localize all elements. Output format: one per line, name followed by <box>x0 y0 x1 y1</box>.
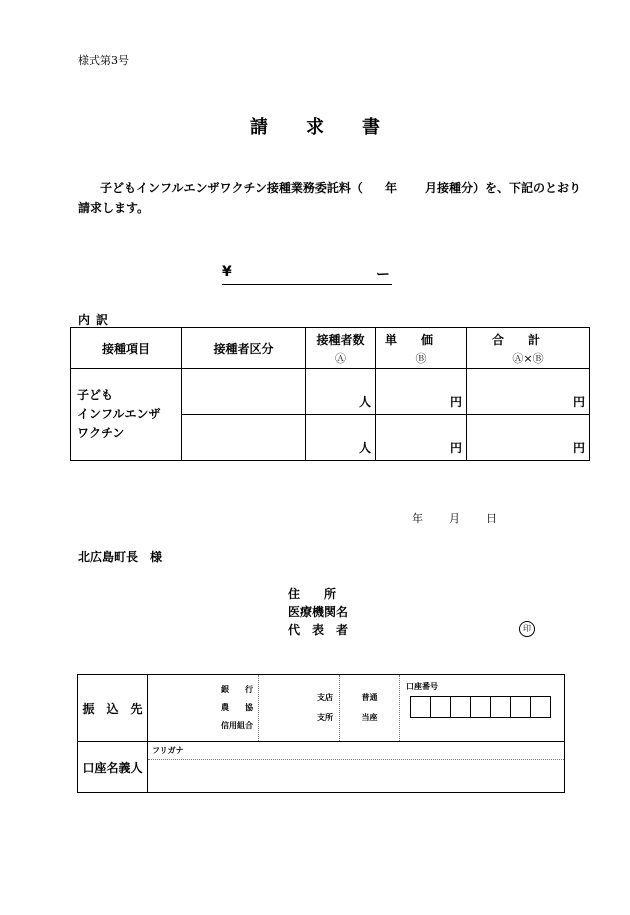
address-label: 住 所 <box>288 587 337 601</box>
bank-transfer-table <box>77 674 565 793</box>
institution-label: 医療機関名 <box>288 605 349 619</box>
account-number-label: 口座番号 <box>406 682 438 691</box>
count-cell[interactable] <box>306 415 376 461</box>
unit-yen: 円 <box>572 395 585 409</box>
representative-label: 代 表 者 <box>288 623 349 637</box>
current-label: 当座 <box>361 713 378 722</box>
intro-part1: 子どもインフルエンザワクチン接種業務委託料（ <box>100 181 363 195</box>
intro-part2: 月接種分）を、下記のとおり <box>424 181 581 195</box>
institution-type-cell[interactable] <box>148 675 259 742</box>
date-line[interactable] <box>412 510 497 526</box>
table-row <box>71 369 590 415</box>
branch-office-label: 支所 <box>317 713 333 722</box>
form-number: 様式第3号 <box>78 54 129 67</box>
bank-label: 銀 行 <box>221 685 253 694</box>
account-number-boxes[interactable] <box>410 696 564 718</box>
unit-yen: 円 <box>449 395 462 409</box>
breakdown-label: 内訳 <box>78 313 115 327</box>
page-title: 請求書 <box>250 117 418 138</box>
digit-box[interactable] <box>490 696 511 718</box>
account-type-cell[interactable] <box>340 675 400 742</box>
header-count-label: 接種者数 <box>316 332 365 347</box>
digit-box[interactable] <box>510 696 531 718</box>
total-cell[interactable] <box>467 369 590 415</box>
ordinary-label: 普通 <box>361 693 378 702</box>
header-count <box>306 328 376 369</box>
seal-mark: 印 <box>519 621 535 637</box>
unit-yen: 円 <box>449 441 462 455</box>
amount-dash: ー <box>376 267 390 283</box>
digit-box[interactable] <box>470 696 491 718</box>
digit-box[interactable] <box>430 696 451 718</box>
unit-person: 人 <box>358 395 371 409</box>
header-total-sub: Ⓐ×Ⓑ <box>512 351 544 365</box>
header-item: 接種項目 <box>71 328 182 369</box>
category-cell[interactable] <box>182 415 306 461</box>
item-name-cell <box>71 369 182 461</box>
header-total <box>467 328 590 369</box>
date-month: 月 <box>449 512 460 525</box>
intro-line2: 請求します。 <box>78 201 150 215</box>
header-count-sub: Ⓐ <box>335 351 346 365</box>
furigana-label: フリガナ <box>148 742 564 760</box>
yen-sign: ¥ <box>222 264 232 280</box>
branch-cell[interactable] <box>259 675 340 742</box>
header-total-label: 合計 <box>491 332 564 347</box>
header-unit-price-sub: Ⓑ <box>415 351 427 365</box>
detail-table <box>70 327 590 461</box>
branch-store-label: 支店 <box>317 693 333 702</box>
account-number-cell <box>400 675 565 742</box>
digit-box[interactable] <box>410 696 431 718</box>
category-cell[interactable] <box>182 369 306 415</box>
count-cell[interactable] <box>306 369 376 415</box>
date-year: 年 <box>412 512 423 525</box>
item-line-3: ワクチン <box>77 426 125 440</box>
unit-price-cell[interactable] <box>376 415 467 461</box>
total-cell[interactable] <box>467 415 590 461</box>
header-unit-price-label: 単価 <box>384 332 457 347</box>
header-unit-price <box>376 328 467 369</box>
unit-person: 人 <box>358 441 371 455</box>
unit-yen: 円 <box>572 441 585 455</box>
transfer-to-label: 振 込 先 <box>78 675 148 742</box>
amount-field[interactable] <box>222 264 392 285</box>
item-line-2: インフルエンザ <box>77 407 161 421</box>
addressee: 北広島町長 様 <box>78 550 163 564</box>
digit-box[interactable] <box>450 696 471 718</box>
credit-label: 信用組合 <box>221 721 253 730</box>
item-line-1: 子ども <box>77 388 114 402</box>
intro-year: 年 <box>384 181 397 195</box>
unit-price-cell[interactable] <box>376 369 467 415</box>
header-category: 接種者区分 <box>182 328 306 369</box>
holder-name-cell[interactable] <box>148 742 565 793</box>
holder-label: 口座名義人 <box>78 742 148 793</box>
digit-box[interactable] <box>530 696 551 718</box>
intro-text <box>78 178 598 218</box>
date-day: 日 <box>486 512 497 525</box>
agri-label: 農 協 <box>221 703 253 712</box>
